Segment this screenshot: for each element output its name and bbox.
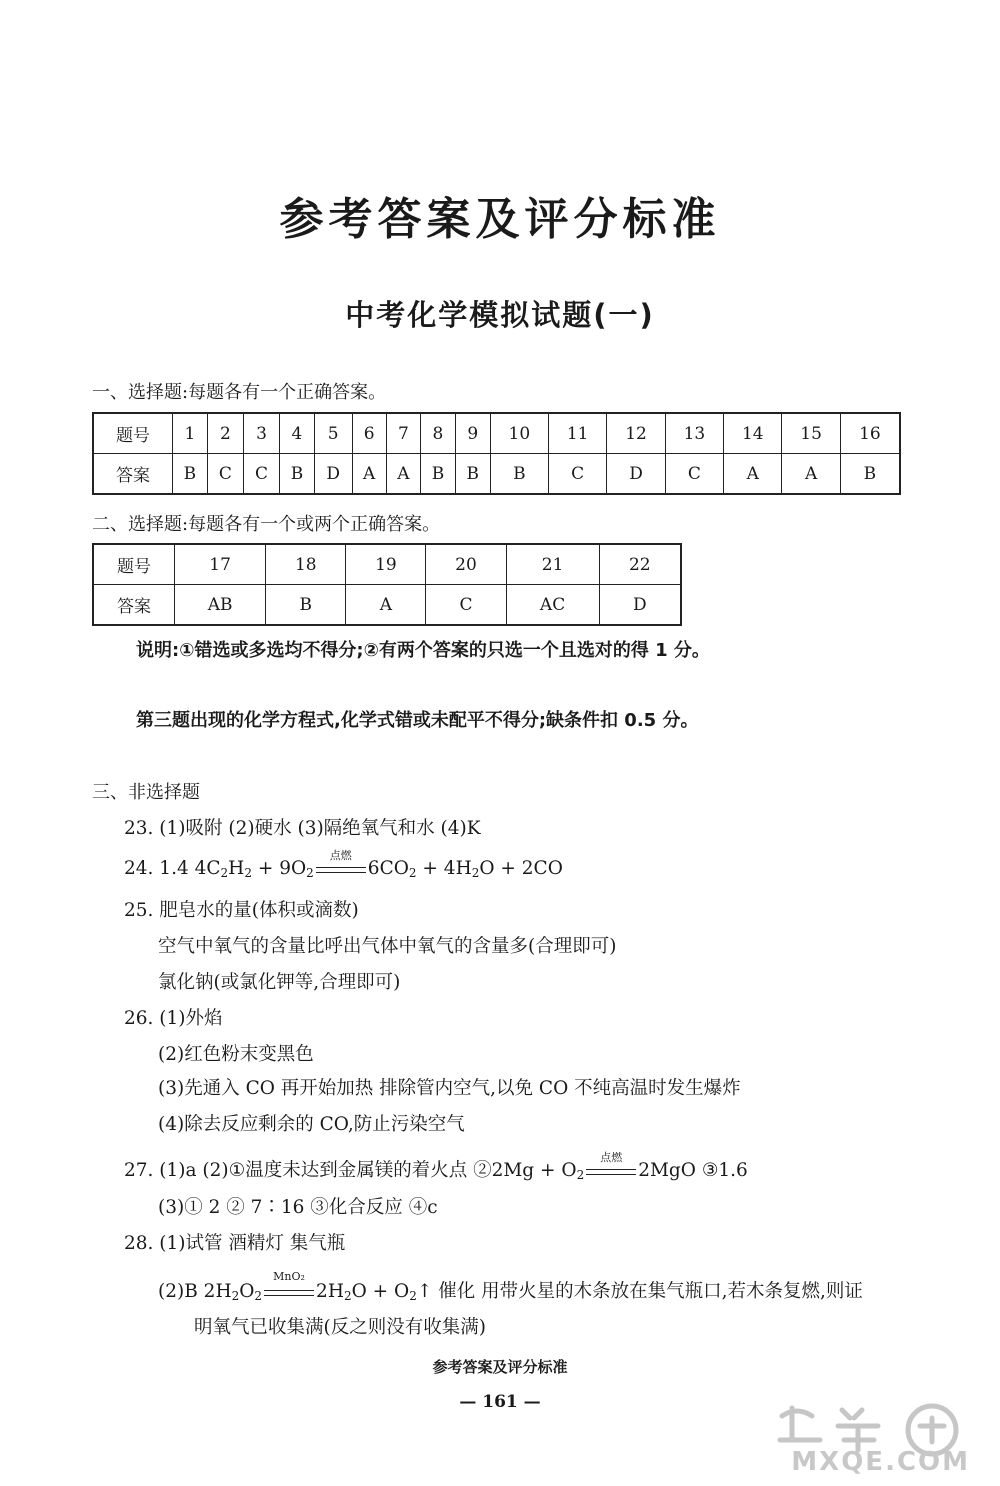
section1-questions-cell: 5: [314, 413, 352, 454]
answer-28-c: 明氧气已收集满(反之则没有收集满): [194, 1317, 486, 1338]
answer-23: 23. (1)吸附 (2)硬水 (3)隔绝氧气和水 (4)K: [124, 818, 481, 839]
question-row: [93, 544, 681, 585]
answer-28-b: (2)B $2H_2O_2$ MnO₂ $2H_2O$ + $O_2↑$ 催化 用带火星的木条放在集气瓶口,若木条复燃,则证: [158, 1270, 863, 1303]
answer-26-b: (2)红色粉末变黑色: [158, 1044, 314, 1065]
section1-questions-cell: 6: [352, 413, 386, 454]
row-label-question: 题号: [93, 413, 173, 454]
section1-questions-cell: 2: [207, 413, 243, 454]
section2-questions-cell: 20: [426, 544, 506, 585]
section1-answers-cell: D: [607, 454, 665, 495]
answer-26-c: (3)先通入 CO 再开始加热 排除管内空气,以免 CO 不纯高温时发生爆炸: [158, 1078, 741, 1099]
section1-questions-cell: 7: [386, 413, 420, 454]
section1-answers-cell: B: [840, 454, 900, 495]
scoring-note-2: 第三题出现的化学方程式,化学式错或未配平不得分;缺条件扣 0.5 分。: [136, 710, 699, 731]
answer-26-a: 26. (1)外焰: [124, 1008, 223, 1029]
answer-25-b: 空气中氧气的含量比呼出气体中氧气的含量多(合理即可): [158, 936, 617, 957]
section1-questions-cell: 3: [243, 413, 279, 454]
section1-heading: 一、选择题:每题各有一个正确答案。: [92, 382, 387, 403]
answer-row: [93, 585, 681, 626]
page-title: 参考答案及评分标准: [279, 194, 721, 245]
answer-26-d: (4)除去反应剩余的 CO,防止污染空气: [158, 1114, 465, 1135]
section1-questions-cell: 11: [549, 413, 607, 454]
section2-questions-cell: 22: [599, 544, 681, 585]
section2-questions-cell: 19: [346, 544, 426, 585]
answer-24: 24. 1.4 $4C_2H_2 + 9O_2$ 点燃 $6CO_2 + 4H_2O + 2CO$: [124, 849, 563, 880]
question-row: [93, 413, 900, 454]
section1-answer-table: [92, 412, 901, 495]
section1-questions-cell: 9: [455, 413, 490, 454]
reaction-condition-arrow: [316, 849, 366, 877]
section2-questions-cell: 18: [266, 544, 346, 585]
section1-questions-cell: 1: [173, 413, 208, 454]
section1-answers-cell: B: [421, 454, 456, 495]
answer-27-b: (3)① 2 ② 7∶16 ③化合反应 ④c: [158, 1197, 438, 1218]
section1-answers-cell: A: [352, 454, 386, 495]
section2-answers-cell: AB: [175, 585, 266, 626]
condition-label: 点燃: [600, 1151, 623, 1164]
section1-answers-cell: A: [386, 454, 420, 495]
section1-questions-cell: 4: [280, 413, 315, 454]
section2-answers-cell: C: [426, 585, 506, 626]
condition-label: 点燃: [329, 849, 352, 862]
answer-row: [93, 454, 900, 495]
section1-answers-cell: C: [243, 454, 279, 495]
section1-questions-cell: 13: [665, 413, 723, 454]
section1-answers-cell: C: [207, 454, 243, 495]
section1-questions-cell: 16: [840, 413, 900, 454]
page-footer: 参考答案及评分标准: [432, 1358, 568, 1376]
section3-heading: 三、非选择题: [92, 782, 200, 803]
reaction-condition-arrow: [264, 1270, 314, 1300]
row-label-answer: 答案: [93, 585, 175, 626]
section1-questions-cell: 12: [607, 413, 665, 454]
section2-heading: 二、选择题:每题各有一个或两个正确答案。: [92, 514, 441, 535]
page-number: — 161 —: [459, 1392, 541, 1412]
answer-25-c: 氯化钠(或氯化钾等,合理即可): [158, 972, 401, 993]
section1-questions-cell: 10: [490, 413, 548, 454]
section1-answers-cell: B: [173, 454, 208, 495]
section1-answers-cell: B: [490, 454, 548, 495]
section1-answers-cell: B: [280, 454, 315, 495]
section2-answers-cell: AC: [506, 585, 599, 626]
answer-28-a: 28. (1)试管 酒精灯 集气瓶: [124, 1233, 346, 1254]
section1-questions-cell: 14: [724, 413, 782, 454]
scoring-note-1: 说明:①错选或多选均不得分;②有两个答案的只选一个且选对的得 1 分。: [136, 640, 710, 661]
condition-label: MnO₂: [273, 1270, 305, 1283]
exam-subtitle: 中考化学模拟试题(一): [345, 298, 655, 332]
answer-24-prefix: 24. 1.4 4C: [124, 858, 221, 879]
answer-27-suffix: 2MgO ③1.6: [638, 1160, 748, 1181]
answer-27-a: 27. (1)a (2)①温度未达到金属镁的着火点 ②2Mg + $O_2$ 点燃 2MgO ③1.6: [124, 1151, 748, 1182]
watermark-text: MXQE.COM: [791, 1447, 970, 1477]
row-label-question: 题号: [93, 544, 175, 585]
section2-answers-cell: D: [599, 585, 681, 626]
answer-25-a: 25. 肥皂水的量(体积或滴数): [124, 900, 359, 921]
section1-questions-cell: 15: [782, 413, 840, 454]
row-label-answer: 答案: [93, 454, 173, 495]
section2-answer-table: [92, 543, 682, 626]
section2-questions-cell: 21: [506, 544, 599, 585]
reaction-condition-arrow: [586, 1151, 636, 1179]
answer-28-suffix: 催化 用带火星的木条放在集气瓶口,若木条复燃,则证: [438, 1281, 863, 1302]
section2-answers-cell: B: [266, 585, 346, 626]
answer-27-prefix: 27. (1)a (2)①温度未达到金属镁的着火点 ②2Mg + O: [124, 1160, 577, 1181]
section1-answers-cell: D: [314, 454, 352, 495]
section2-answers-cell: A: [346, 585, 426, 626]
section1-answers-cell: A: [724, 454, 782, 495]
section1-questions-cell: 8: [421, 413, 456, 454]
section1-answers-cell: B: [455, 454, 490, 495]
answer-28-prefix: (2)B 2H: [158, 1281, 232, 1302]
section1-answers-cell: C: [665, 454, 723, 495]
section1-answers-cell: A: [782, 454, 840, 495]
section2-questions-cell: 17: [175, 544, 266, 585]
section1-answers-cell: C: [549, 454, 607, 495]
